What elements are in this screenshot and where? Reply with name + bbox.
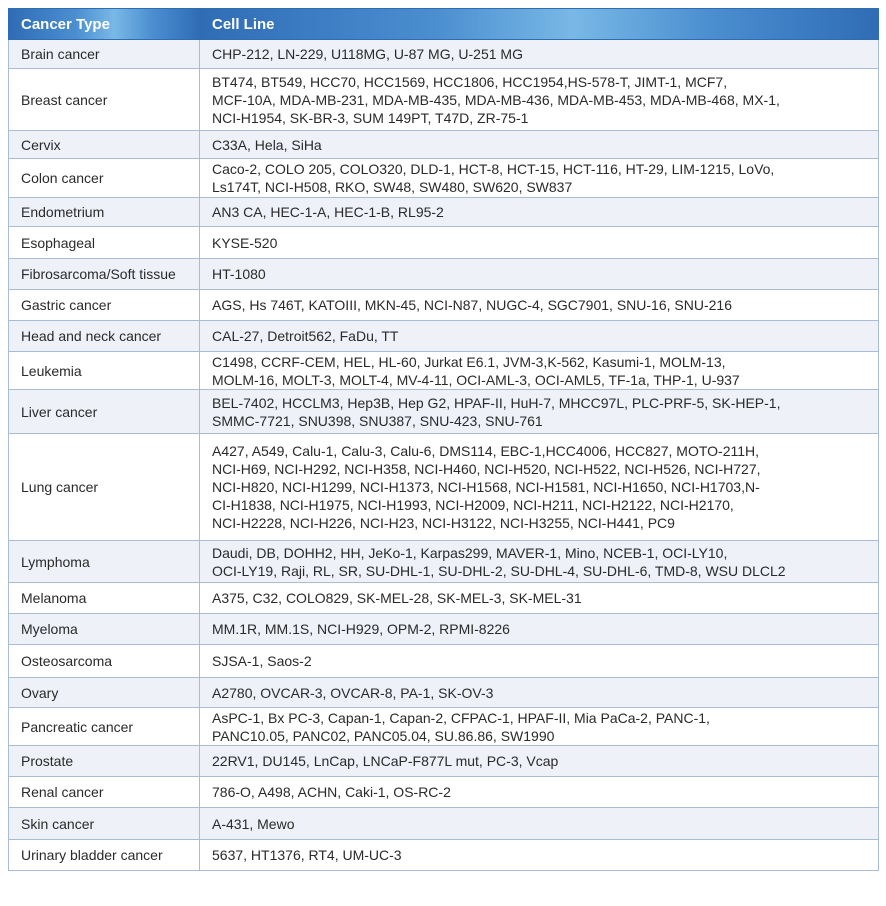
cancer-type-cell: Fibrosarcoma/Soft tissue (9, 259, 200, 290)
table-row (9, 159, 879, 198)
table-row (9, 40, 879, 69)
cancer-type-cell: Pancreatic cancer (9, 708, 200, 746)
cell-line-cell: 786-O, A498, ACHN, Caki-1, OS-RC-2 (200, 777, 879, 808)
table-row (9, 746, 879, 777)
cancer-type-cell: Leukemia (9, 352, 200, 390)
table-row (9, 259, 879, 290)
cancer-type-cell: Esophageal (9, 227, 200, 259)
cell-line-cell: AN3 CA, HEC-1-A, HEC-1-B, RL95-2 (200, 198, 879, 227)
table-row (9, 678, 879, 708)
cell-line-cell: Daudi, DB, DOHH2, HH, JeKo-1, Karpas299, MAVER-1, Mino, NCEB-1, OCI-LY10, OCI-LY19, Raji, RL, SR, SU-DHL-1, SU-DHL-2, SU-DHL-4, SU-DHL-6, TMD-8, WSU DLCL2 (200, 541, 879, 583)
cancer-type-cell: Cervix (9, 131, 200, 159)
cancer-type-cell: Gastric cancer (9, 290, 200, 321)
cell-line-cell: AGS, Hs 746T, KATOIII, MKN-45, NCI-N87, NUGC-4, SGC7901, SNU-16, SNU-216 (200, 290, 879, 321)
cell-line-cell: 5637, HT1376, RT4, UM-UC-3 (200, 840, 879, 871)
table-row (9, 227, 879, 259)
cell-line-cell: A375, C32, COLO829, SK-MEL-28, SK-MEL-3, SK-MEL-31 (200, 583, 879, 614)
cancer-type-cell: Skin cancer (9, 808, 200, 840)
cancer-type-cell: Urinary bladder cancer (9, 840, 200, 871)
table-row (9, 777, 879, 808)
cancer-type-cell: Lung cancer (9, 434, 200, 541)
cancer-type-cell: Renal cancer (9, 777, 200, 808)
cell-line-cell: SJSA-1, Saos-2 (200, 645, 879, 678)
cell-line-cell: MM.1R, MM.1S, NCI-H929, OPM-2, RPMI-8226 (200, 614, 879, 645)
table-row (9, 708, 879, 746)
cell-line-cell: C1498, CCRF-CEM, HEL, HL-60, Jurkat E6.1, JVM-3,K-562, Kasumi-1, MOLM-13, MOLM-16, MOLT-3, MOLT-4, MV-4-11, OCI-AML-3, OCI-AML5, TF-1a, THP-1, U-937 (200, 352, 879, 390)
table-row (9, 69, 879, 131)
table-header-row (9, 9, 879, 40)
cancer-type-cell: Lymphoma (9, 541, 200, 583)
table-row (9, 352, 879, 390)
cancer-type-cell: Ovary (9, 678, 200, 708)
table-row (9, 131, 879, 159)
cell-line-cell: BEL-7402, HCCLM3, Hep3B, Hep G2, HPAF-II, HuH-7, MHCC97L, PLC-PRF-5, SK-HEP-1, SMMC-7721, SNU398, SNU387, SNU-423, SNU-761 (200, 390, 879, 434)
table-row (9, 614, 879, 645)
table-row (9, 434, 879, 541)
table-row (9, 840, 879, 871)
cell-line-cell: CHP-212, LN-229, U118MG, U-87 MG, U-251 MG (200, 40, 879, 69)
table-row (9, 321, 879, 352)
cell-line-cell: Caco-2, COLO 205, COLO320, DLD-1, HCT-8, HCT-15, HCT-116, HT-29, LIM-1215, LoVo, Ls174T, NCI-H508, RKO, SW48, SW480, SW620, SW837 (200, 159, 879, 198)
cell-line-cell: HT-1080 (200, 259, 879, 290)
header-cancer-type: Cancer Type (9, 9, 200, 40)
table-row (9, 583, 879, 614)
table-row (9, 808, 879, 840)
table-row (9, 645, 879, 678)
cell-line-cell: A2780, OVCAR-3, OVCAR-8, PA-1, SK-OV-3 (200, 678, 879, 708)
cancer-type-cell: Melanoma (9, 583, 200, 614)
cell-line-table-container (8, 8, 878, 871)
cancer-type-cell: Prostate (9, 746, 200, 777)
header-cell-line: Cell Line (200, 9, 879, 40)
cell-line-cell: C33A, Hela, SiHa (200, 131, 879, 159)
cancer-type-cell: Colon cancer (9, 159, 200, 198)
cancer-type-cell: Osteosarcoma (9, 645, 200, 678)
cancer-type-cell: Myeloma (9, 614, 200, 645)
table-row (9, 198, 879, 227)
cancer-type-cell: Endometrium (9, 198, 200, 227)
cell-line-table (8, 8, 879, 871)
cancer-type-cell: Brain cancer (9, 40, 200, 69)
cell-line-cell: AsPC-1, Bx PC-3, Capan-1, Capan-2, CFPAC-1, HPAF-II, Mia PaCa-2, PANC-1, PANC10.05, PANC02, PANC05.04, SU.86.86, SW1990 (200, 708, 879, 746)
cell-line-cell: BT474, BT549, HCC70, HCC1569, HCC1806, HCC1954,HS-578-T, JIMT-1, MCF7, MCF-10A, MDA-MB-231, MDA-MB-435, MDA-MB-436, MDA-MB-453, MDA-MB-468, MX-1, NCI-H1954, SK-BR-3, SUM 149PT, T47D, ZR-75-1 (200, 69, 879, 131)
cell-line-cell: CAL-27, Detroit562, FaDu, TT (200, 321, 879, 352)
table-row (9, 390, 879, 434)
cell-line-cell: A-431, Mewo (200, 808, 879, 840)
cancer-type-cell: Liver cancer (9, 390, 200, 434)
cell-line-cell: KYSE-520 (200, 227, 879, 259)
cancer-type-cell: Head and neck cancer (9, 321, 200, 352)
cell-line-cell: A427, A549, Calu-1, Calu-3, Calu-6, DMS114, EBC-1,HCC4006, HCC827, MOTO-211H, NCI-H69, NCI-H292, NCI-H358, NCI-H460, NCI-H520, NCI-H522, NCI-H526, NCI-H727, NCI-H820, NCI-H1299, NCI-H1373, NCI-H1568, NCI-H1581, NCI-H1650, NCI-H1703,N- CI-H1838, NCI-H1975, NCI-H1993, NCI-H2009, NCI-H211, NCI-H2122, NCI-H2170, NCI-H2228, NCI-H226, NCI-H23, NCI-H3122, NCI-H3255, NCI-H441, PC9 (200, 434, 879, 541)
cancer-type-cell: Breast cancer (9, 69, 200, 131)
table-row (9, 290, 879, 321)
cell-line-cell: 22RV1, DU145, LnCap, LNCaP-F877L mut, PC-3, Vcap (200, 746, 879, 777)
table-row (9, 541, 879, 583)
